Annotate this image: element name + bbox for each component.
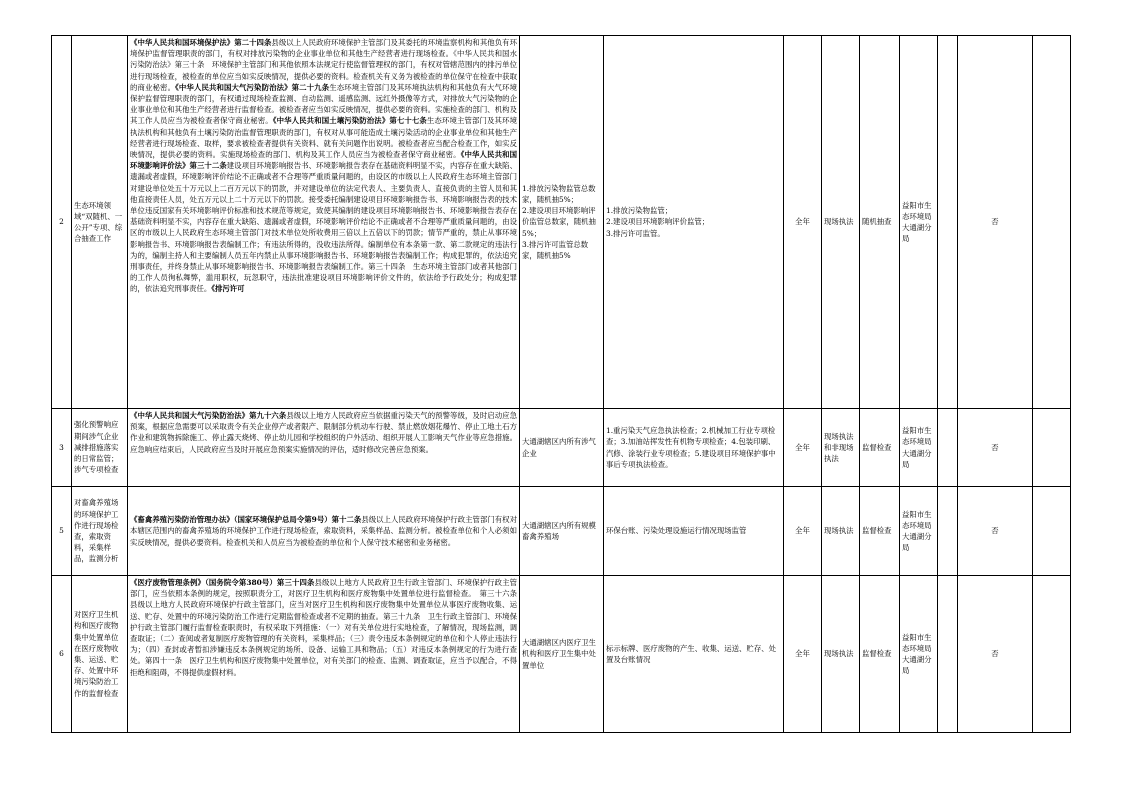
- inspection-method: 随机抽查: [860, 36, 900, 409]
- basis-law-title: 《中华人民共和国环境影响评价法》第三十二条: [130, 150, 517, 171]
- empty-cell: [938, 409, 958, 487]
- legal-basis: [128, 487, 520, 576]
- table-row: [52, 36, 1071, 409]
- inspection-mode: 现场执法和非现场执法: [822, 409, 860, 487]
- inspection-table: [51, 35, 1071, 733]
- inspection-method: 监督检查: [860, 409, 900, 487]
- inspection-mode: 现场执法: [822, 576, 860, 733]
- inspection-item: 生态环境领域“双随机、一公开”专项、综合抽查工作: [72, 36, 128, 409]
- basis-law-title: 《排污许可: [211, 284, 245, 294]
- inspection-content: 标示标牌、医疗废物的产生、收集、运送、贮存、处置及台账情况: [604, 576, 784, 733]
- inspection-object: 1.排放污染物监管总数 家，随机抽5%； 2.建设项目环境影响评价监管总数家，随机抽5%； 3.排污许可监管总数家，随机抽5%: [520, 36, 604, 409]
- row-number: 3: [52, 409, 72, 487]
- empty-cell: [1033, 36, 1071, 409]
- inspection-mode: 现场执法: [822, 36, 860, 409]
- inspection-content: 环保台账、污染处理设施运行情况现场监管: [604, 487, 784, 576]
- inspection-period: 全年: [784, 576, 822, 733]
- basis-law-title: 《医疗废物管理条例》（国务院令第380号）第三十四条: [130, 578, 315, 587]
- inspection-content: 1.排放污染物监管； 2.建设项目环境影响评价监管； 3.排污许可监管。: [604, 36, 784, 409]
- flag-cell: 否: [958, 36, 1033, 409]
- empty-cell: [1033, 409, 1071, 487]
- basis-law-title: 《中华人民共和国大气污染防治法》第二十九条: [175, 82, 330, 92]
- empty-cell: [1033, 576, 1071, 733]
- inspection-org: 益阳市生态环境局大通湖分局: [900, 487, 938, 576]
- empty-cell: [1033, 487, 1071, 576]
- table-row: [52, 487, 1071, 576]
- basis-law-title: 《畜禽养殖污染防治管理办法》（国家环境保护总局令第9号）第十二条: [130, 515, 362, 525]
- legal-basis: [128, 409, 520, 487]
- empty-cell: [938, 36, 958, 409]
- basis-text: 县级以上人民政府环境保护主管部门及其委托的环境监察机构和其他负有环境保护监督管理职责的部门，有权对排放污染物的企业事业单位和其他生产经营者进行现场检查。《中华人民共和国水污染防治法》第三十条 环境保护主管部门和其他依照本法规定行使监督管理权的部门，有权对管辖范围内的排污单位进行现场检查，被检查的单位应当如实反映情况，提供必要的资料。检查机关有义务为被检查的单位保守在检查中获取的商业秘密。: [130, 38, 517, 92]
- inspection-item: 强化预警响应期间涉气企业减排措施落实的日常监管；涉气专项检查: [72, 409, 128, 487]
- inspection-item: 对畜禽养殖场的环境保护工作进行现场检查，索取资料，采集样品，监测分析: [72, 487, 128, 576]
- inspection-content: 1.重污染天气应急执法检查；2.机械加工行业专项检查；3.加油站挥发性有机物专项检查；4.包装印刷、汽修、涂装行业专项检查；5.建设项目环境保护事中事后专项执法检查。: [604, 409, 784, 487]
- basis-text: 县级以上地方人民政府卫生行政主管部门、环境保护行政主管部门，应当依照本条例的规定，按照职责分工，对医疗卫生机构和医疗废物集中处置单位进行监督检查。 第三十六条 县级以上地方人民政府环境保护行政主管部门，应当对医疗卫生机构和医疗废物集中处置单位从事医疗废物收集、运送、贮存、处置中的环境污染防治工作进行定期监督检查或者不定期的抽查。第三十九条 卫生行政主管部门、环境保护行政主管部门履行监督检查职责时，有权采取下列措施：（一）对有关单位进行实地检查，了解情况，现场监测，调查取证；（二）查阅或者复制医疗废物管理的有关资料，采集样品；（三）责令违反本条例规定的单位和个人停止违法行为；（四）查封或者暂扣涉嫌违反本条例规定的场所、设备、运输工具和物品；（五）对违反本条例规定的行为进行查处。第四十一条 医疗卫生机构和医疗废物集中处置单位，对有关部门的检查、监测、调查取证，应当予以配合，不得拒绝和阻碍，不得提供虚假材料。: [130, 578, 525, 677]
- inspection-org: 益阳市生态环境局大通湖分局: [900, 409, 938, 487]
- basis-text: 县级以上地方人民政府应当依据重污染天气的预警等级，及时启动应急预案，根据应急需要可以采取责令有关企业停产或者限产、限制部分机动车行驶、禁止燃放烟花爆竹、停止工地土石方作业和建筑物拆除施工、停止露天烧烤、停止幼儿园和学校组织的户外活动、组织开展人工影响天气作业等应急措施。应急响应结束后，人民政府应当及时开展应急预案实施情况的评估，适时修改完善应急预案。: [130, 411, 517, 454]
- table-row: [52, 409, 1071, 487]
- inspection-object: 大通湖辖区内所有涉气企业: [520, 409, 604, 487]
- basis-law-title: 《中华人民共和国环境保护法》第二十四条: [130, 38, 272, 47]
- basis-text: 生态环境主管部门及其环境执法机构和其他负有土壤污染防治监督管理职责的部门，有权对从事可能造成土壤污染活动的企业事业单位和其他生产经营者进行现场检查、取样，要求被检查者提供有关资料、就有关问题作出说明。被检查者应当配合检查工作，如实反映情况，提供必要的资料。实施现场检查的部门、机构及其工作人员应当为被检查者保守商业秘密。: [130, 116, 517, 160]
- empty-cell: [938, 487, 958, 576]
- basis-text: 县级以上人民政府环境保护行政主管部门有权对本辖区范围内的畜禽养殖场的环境保护工作进行现场检查，索取资料，采集样品、监测分析。被检查单位和个人必须如实反映情况，提供必要资料。检查机关和人员应当为被检查的单位和个人保守技术秘密和业务秘密。: [130, 515, 517, 547]
- row-number: 6: [52, 576, 72, 733]
- inspection-mode: 现场执法: [822, 487, 860, 576]
- inspection-item: 对医疗卫生机构和医疗废物集中处置单位在医疗废物收集、运送、贮存、处置中环境污染防治工作的监督检查: [72, 576, 128, 733]
- inspection-org: 益阳市生态环境局大通湖分局: [900, 576, 938, 733]
- inspection-method: 监督检查: [860, 487, 900, 576]
- basis-law-title: 《中华人民共和国土壤污染防治法》第七十七条: [272, 116, 427, 126]
- table-row: [52, 576, 1071, 733]
- inspection-period: 全年: [784, 409, 822, 487]
- inspection-method: 监督检查: [860, 576, 900, 733]
- inspection-period: 全年: [784, 487, 822, 576]
- legal-basis: [128, 576, 525, 733]
- flag-cell: 否: [958, 576, 1033, 733]
- legal-basis: [128, 36, 520, 409]
- flag-cell: 否: [958, 487, 1033, 576]
- inspection-object: 大通湖辖区内医疗卫生机构和医疗卫生集中处置单位: [520, 576, 604, 733]
- basis-law-title: 《中华人民共和国大气污染防治法》第九十六条: [130, 411, 287, 420]
- flag-cell: 否: [958, 409, 1033, 487]
- basis-text: 生态环境主管部门及其环境执法机构和其他负有大气环境保护监督管理职责的部门，有权通过现场检查监测、自动监测、遥感监测、远红外摄像等方式，对排放大气污染物的企业事业单位和其他生产经营者进行监督检查。被检查者应当如实反映情况，提供必要的资料。实施检查的部门、机构及其工作人员应当为被检查者保守商业秘密。: [130, 82, 517, 126]
- inspection-period: 全年: [784, 36, 822, 409]
- empty-cell: [938, 576, 958, 733]
- row-number: 2: [52, 36, 72, 409]
- inspection-org: 益阳市生态环境局大通湖分局: [900, 36, 938, 409]
- inspection-object: 大通湖辖区内所有规模畜禽养殖场: [520, 487, 604, 576]
- row-number: 5: [52, 487, 72, 576]
- basis-text: 建设项目环境影响报告书、环境影响报告表存在基础资料明显不实，内容存在重大缺陷、遗漏或者虚假，环境影响评价结论不正确或者不合理等严重质量问题的，由设区的市级以上人民政府生态环境主管部门对建设单位处五十万元以上二百万元以下的罚款，并对建设单位的法定代表人、主要负责人、直接负责的主管人员和其他直接责任人员，处五万元以上二十万元以下的罚款。接受委托编制建设项目环境影响报告书、环境影响报告表的技术单位违反国家有关环境影响评价标准和技术规范等规定，致使其编制的建设项目环境影响报告书、环境影响报告表存在基础资料明显不实，内容存在重大缺陷、遗漏或者虚假，环境影响评价结论不正确或者不合理等严重质量问题的，由设区的市级以上人民政府生态环境主管部门对技术单位处所收费用三倍以上五倍以下的罚款；情节严重的，禁止从事环境影响报告书、环境影响报告表编制工作；有违法所得的，没收违法所得。编制单位有本条第一款、第二款规定的违法行为的，编制主持人和主要编制人员五年内禁止从事环境影响报告书、环境影响报告表编制工作；构成犯罪的，依法追究刑事责任，并终身禁止从事环境影响报告书、环境影响报告表编制工作。第三十四条 生态环境主管部门或者其他部门的工作人员徇私舞弊，滥用职权，玩忽职守，违法批准建设项目环境影响评价文件的，依法给予行政处分；构成犯罪的，依法追究刑事责任。: [130, 161, 517, 294]
